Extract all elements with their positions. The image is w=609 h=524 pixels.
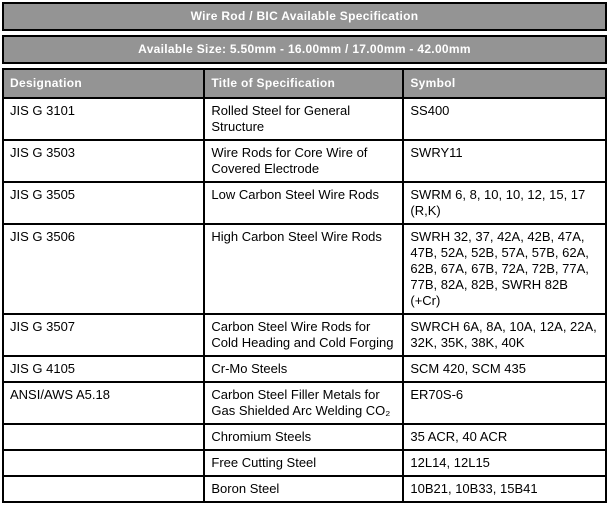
symbol-cell: SCM 420, SCM 435 [403,356,606,382]
column-header-symbol: Symbol [403,69,606,98]
table-row [3,356,606,382]
title-cell: Chromium Steels [204,424,403,450]
designation-cell: JIS G 3505 [3,182,204,224]
symbol-cell: 10B21, 10B33, 15B41 [403,476,606,502]
symbol-cell: SWRY11 [403,140,606,182]
table-row [3,182,606,224]
title-cell: Carbon Steel Wire Rods for Cold Heading and Cold Forging [204,314,403,356]
wire-rod-spec-sheet [2,2,607,503]
table-row [3,140,606,182]
symbol-cell: SWRH 32, 37, 42A, 42B, 47A, 47B, 52A, 52B, 57A, 57B, 62A, 62B, 67A, 67B, 72A, 72B, 77A, 77B, 82A, 82B, SWRH 82B (+Cr) [403,224,606,314]
designation-cell [3,476,204,502]
column-header-title-of-specification: Title of Specification [204,69,403,98]
symbol-cell: SWRCH 6A, 8A, 10A, 12A, 22A, 32K, 35K, 38K, 40K [403,314,606,356]
title-cell: Cr-Mo Steels [204,356,403,382]
designation-cell [3,450,204,476]
column-header-designation: Designation [3,69,204,98]
title-cell: Carbon Steel Filler Metals for Gas Shielded Arc Welding CO₂ [204,382,403,424]
designation-cell [3,424,204,450]
title-cell: Rolled Steel for General Structure [204,98,403,140]
table-row [3,450,606,476]
symbol-cell: SWRM 6, 8, 10, 10, 12, 15, 17 (R,K) [403,182,606,224]
title-cell: Low Carbon Steel Wire Rods [204,182,403,224]
designation-cell: JIS G 3507 [3,314,204,356]
table-row [3,224,606,314]
designation-cell: JIS G 3506 [3,224,204,314]
column-header-row [3,69,606,98]
title-cell: Free Cutting Steel [204,450,403,476]
table-row [3,314,606,356]
table-row [3,424,606,450]
designation-cell: ANSI/AWS A5.18 [3,382,204,424]
table-title-bar [2,2,607,31]
table-row [3,98,606,140]
title-cell: Wire Rods for Core Wire of Covered Electrode [204,140,403,182]
title-cell: Boron Steel [204,476,403,502]
designation-cell: JIS G 3101 [3,98,204,140]
designation-cell: JIS G 4105 [3,356,204,382]
table-row [3,476,606,502]
title-cell: High Carbon Steel Wire Rods [204,224,403,314]
symbol-cell: 12L14, 12L15 [403,450,606,476]
available-size-text: Available Size: 5.50mm - 16.00mm / 17.00mm - 42.00mm [138,42,471,56]
specification-table [2,68,607,503]
table-row [3,382,606,424]
symbol-cell: ER70S-6 [403,382,606,424]
table-title: Wire Rod / BIC Available Specification [190,9,419,23]
available-size-bar [2,35,607,64]
symbol-cell: 35 ACR, 40 ACR [403,424,606,450]
symbol-cell: SS400 [403,98,606,140]
designation-cell: JIS G 3503 [3,140,204,182]
